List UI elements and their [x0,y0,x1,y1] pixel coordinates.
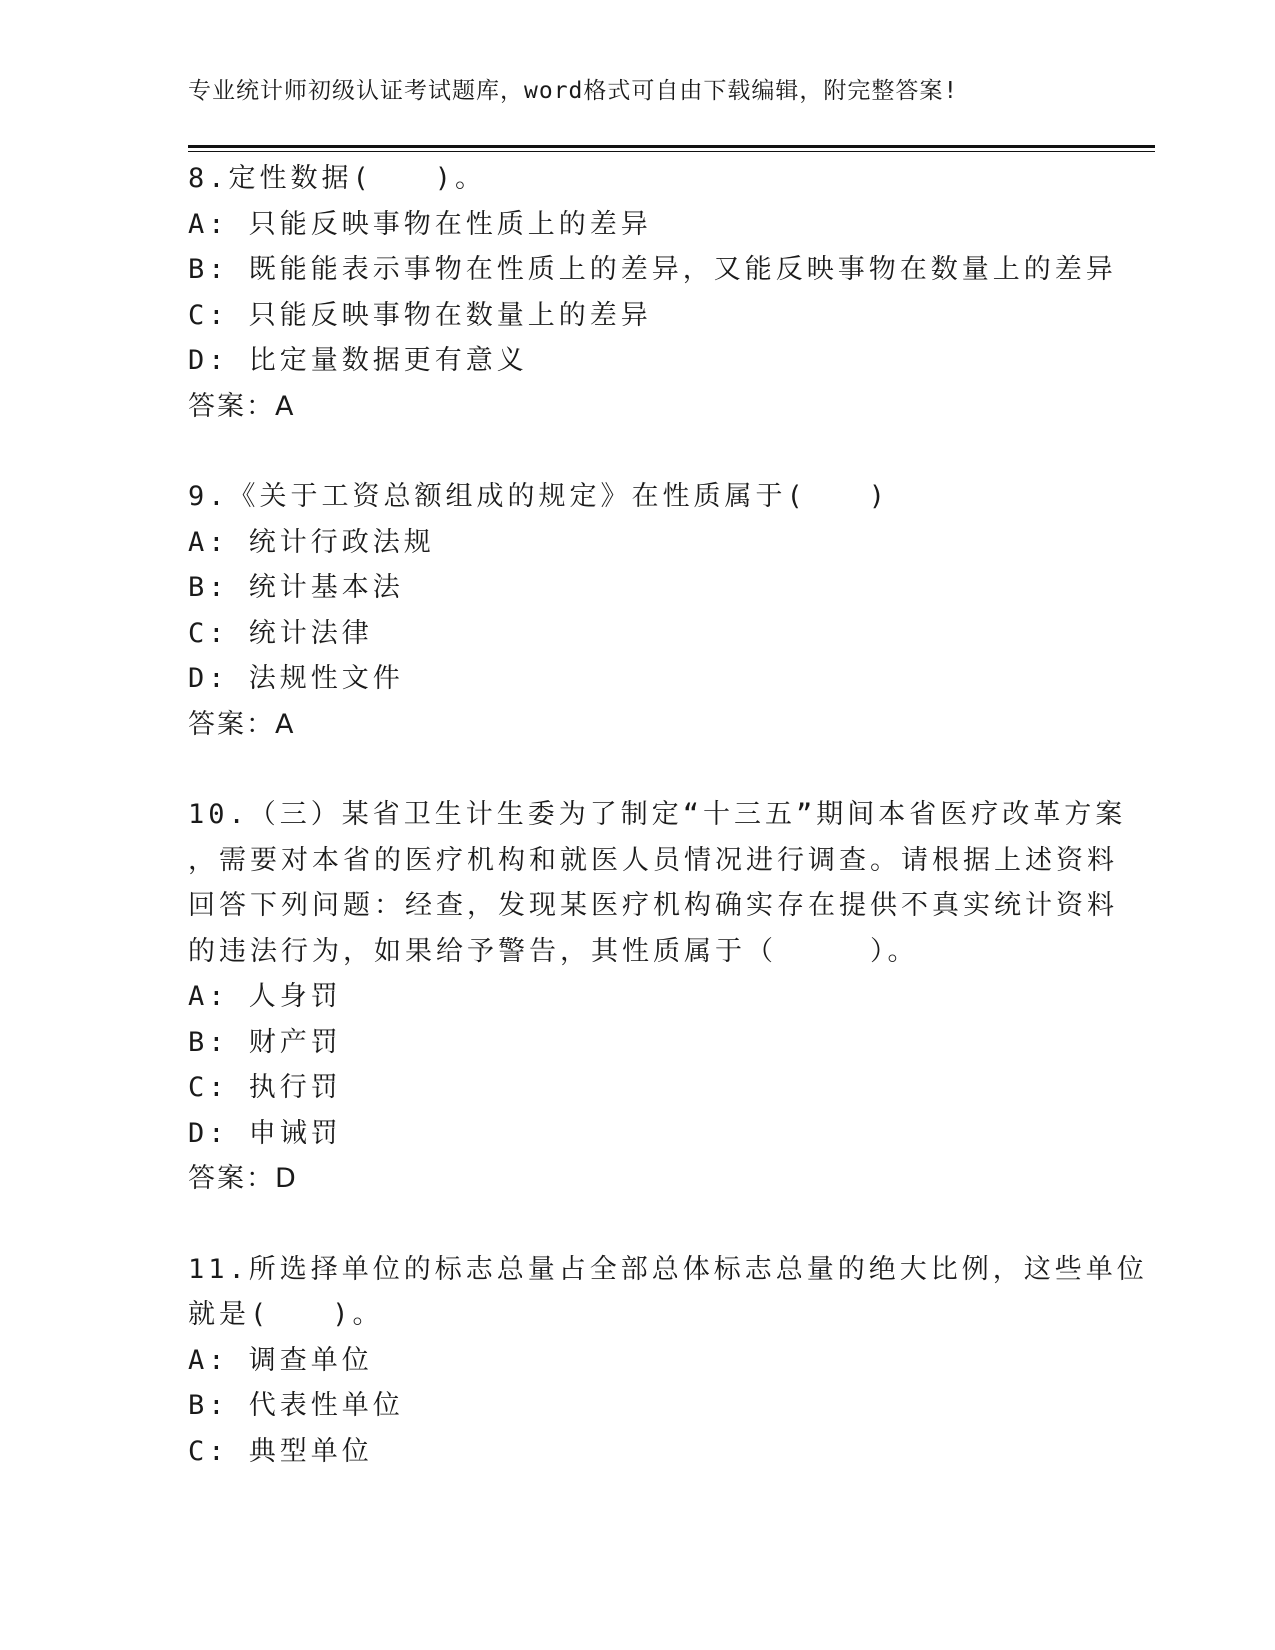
header-divider-thick [188,145,1155,148]
question-stem-line: 回答下列问题：经查，发现某医疗机构确实存在提供不真实统计资料 [188,890,1118,921]
page-header: 专业统计师初级认证考试题库，word格式可自由下载编辑，附完整答案! [188,78,959,104]
option-a: A: 人身罚 [188,981,342,1012]
option-a: A: 只能反映事物在性质上的差异 [188,208,652,240]
question-stem-line: 就是( )。 [188,1299,384,1330]
answer: 答案：A [188,390,296,422]
option-b: B: 既能能表示事物在性质上的差异，又能反映事物在数量上的差异 [188,254,1117,285]
option-a: A: 统计行政法规 [188,526,435,558]
answer: 答案：D [188,1163,298,1194]
option-c: C: 只能反映事物在数量上的差异 [188,299,652,331]
question-stem-line: 的违法行为，如果给予警告，其性质属于（ ）。 [188,935,919,967]
answer: 答案：A [188,708,296,740]
question-10 [188,792,1127,1202]
question-stem-line: 11.所选择单位的标志总量占全部总体标志总量的绝大比例，这些单位 [188,1253,1148,1285]
option-c: C: 典型单位 [188,1435,373,1467]
option-b: B: 代表性单位 [188,1390,404,1421]
question-stem-line: ，需要对本省的医疗机构和就医人员情况进行调查。请根据上述资料 [188,844,1118,876]
question-list [188,156,1148,1519]
option-d: D: 申诫罚 [188,1117,342,1149]
option-a: A: 调查单位 [188,1344,373,1376]
option-d: D: 比定量数据更有意义 [188,345,528,376]
header-divider-thin [188,151,1155,152]
option-b: B: 统计基本法 [188,572,404,603]
question-stem: 8.定性数据( )。 [188,163,487,194]
option-c: C: 统计法律 [188,617,373,649]
option-d: D: 法规性文件 [188,663,404,694]
question-8 [188,156,1117,429]
question-9 [188,474,1088,747]
option-b: B: 财产罚 [188,1026,342,1058]
question-stem: 9.《关于工资总额组成的规定》在性质属于( ) [188,481,890,512]
question-11 [188,1247,1148,1475]
option-c: C: 执行罚 [188,1072,342,1103]
question-stem-line: 10.（三）某省卫生计生委为了制定“十三五”期间本省医疗改革方案 [188,799,1127,830]
